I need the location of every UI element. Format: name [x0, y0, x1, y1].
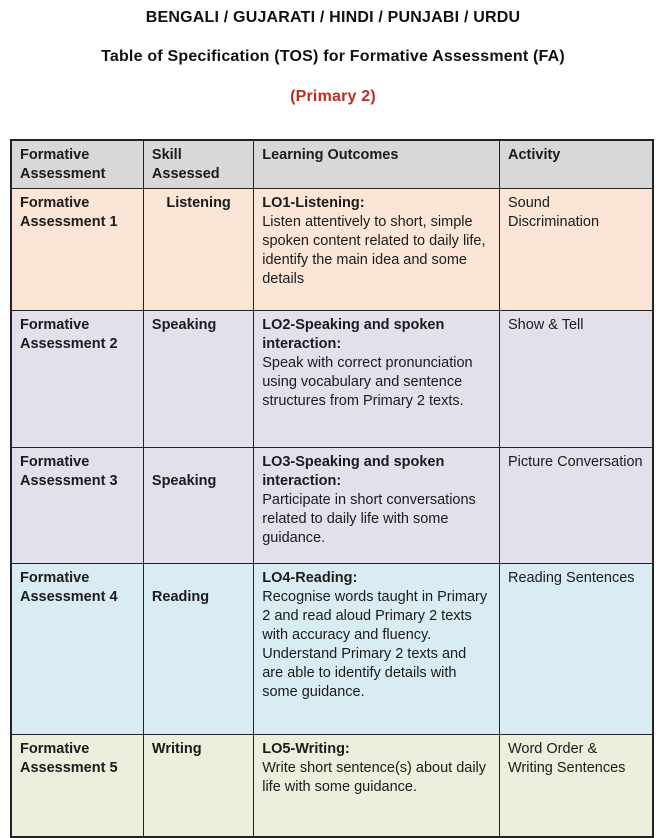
lo-heading: LO3-Speaking and spoken interaction:: [262, 454, 445, 489]
page-title-languages: BENGALI / GUJARATI / HINDI / PUNJABI / URDU: [145, 9, 521, 26]
header-formative-assessment: Formative Assessment: [11, 140, 143, 189]
lo-body: Speak with correct pronunciation using vocabulary and sentence structures from Primary 2 texts.: [262, 355, 473, 409]
table-row: [11, 448, 653, 564]
page-subtitle-primary2: (Primary 2): [290, 88, 376, 105]
activity-cell: Word Order & Writing Sentences: [499, 735, 653, 838]
activity-cell: Picture Conversation: [499, 448, 653, 564]
lo-heading: LO1-Listening:: [262, 195, 365, 211]
activity-cell: Sound Discrimination: [499, 189, 653, 311]
learning-outcome-cell: [254, 189, 500, 311]
table-row: [11, 564, 653, 735]
activity-cell: Show & Tell: [499, 311, 653, 448]
page-title-tos: Table of Specification (TOS) for Formative Assessment (FA): [101, 48, 565, 65]
skill-cell: Speaking: [143, 311, 253, 448]
lo-body: Write short sentence(s) about daily life with some guidance.: [262, 760, 487, 795]
table-header-row: [11, 140, 653, 189]
learning-outcome-cell: [254, 735, 500, 838]
lo-body: Recognise words taught in Primary 2 and read aloud Primary 2 texts with accuracy and fluency. Understand Primary 2 texts and are able to identify details with some guidance.: [262, 589, 488, 700]
lo-heading: LO4-Reading:: [262, 570, 358, 586]
skill-cell: Writing: [143, 735, 253, 838]
table-row: [11, 735, 653, 838]
lo-body: Listen attentively to short, simple spoken content related to daily life, identify the main idea and some details: [262, 214, 486, 287]
tos-table: [10, 139, 654, 838]
learning-outcome-cell: [254, 564, 500, 735]
learning-outcome-cell: [254, 448, 500, 564]
activity-cell: Reading Sentences: [499, 564, 653, 735]
assessment-cell: Formative Assessment 5: [11, 735, 143, 838]
header-learning-outcomes: Learning Outcomes: [254, 140, 500, 189]
skill-cell: Speaking: [143, 448, 253, 564]
lo-body: Participate in short conversations related to daily life with some guidance.: [262, 492, 476, 546]
lo-heading: LO5-Writing:: [262, 741, 350, 757]
assessment-cell: Formative Assessment 3: [11, 448, 143, 564]
assessment-cell: Formative Assessment 1: [11, 189, 143, 311]
header-skill-assessed: Skill Assessed: [143, 140, 253, 189]
table-row: [11, 311, 653, 448]
header-activity: Activity: [499, 140, 653, 189]
skill-cell: Reading: [143, 564, 253, 735]
table-row: [11, 189, 653, 311]
skill-cell: Listening: [143, 189, 253, 311]
learning-outcome-cell: [254, 311, 500, 448]
assessment-cell: Formative Assessment 4: [11, 564, 143, 735]
assessment-cell: Formative Assessment 2: [11, 311, 143, 448]
lo-heading: LO2-Speaking and spoken interaction:: [262, 317, 445, 352]
